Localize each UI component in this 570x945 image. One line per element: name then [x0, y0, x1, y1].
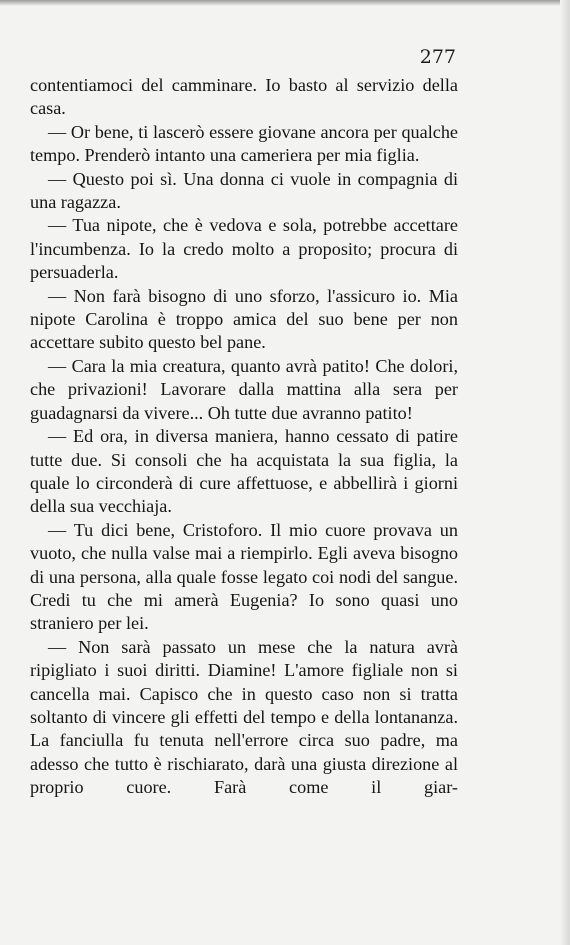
- page-number: 277: [419, 46, 456, 68]
- paragraph: — Tua nipote, che è vedova e sola, potrebbe accettare l'incumbenza. Io la credo molto a proposito; procura di persuaderla.: [30, 215, 458, 283]
- paragraph: — Questo poi sì. Una donna ci vuole in compagnia di una ragazza.: [30, 168, 458, 213]
- paragraph: contentiamoci del camminare. Io basto al servizio della casa.: [30, 75, 458, 119]
- paragraph: — Non sarà passato un mese che la natura avrà ripigliato i suoi diritti. Diamine! L'amore figliale non si cancella mai. Capisco che in questo caso non si tratta soltanto di vincere gli effetti del tempo e della lontananza. La fanciulla fu tenuta nell'errore circa suo padre, ma adesso che tutto è rischiarato, darà una giusta direzione al proprio cuore. Farà come il giar-: [30, 636, 458, 798]
- paragraph: — Ed ora, in diversa maniera, hanno cessato di patire tutte due. Si consoli che ha acquistata la sua figlia, la quale lo circonderà di cure affettuose, e abbellirà i giorni della sua vecchiaja.: [30, 426, 458, 517]
- paragraph: — Cara la mia creatura, quanto avrà patito! Che dolori, che privazioni! Lavorare dalla mattina alla sera per guadagnarsi da vivere... Oh tutte due avranno patito!: [30, 355, 458, 423]
- page-top-edge: [0, 0, 570, 6]
- paragraph: — Tu dici bene, Cristoforo. Il mio cuore provava un vuoto, che nulla valse mai a riempirlo. Egli aveva bisogno di una persona, alla quale fosse legato coi nodi del sangue. Credi tu che mi amerà Eugenia? Io sono quasi uno straniero per lei.: [30, 519, 458, 634]
- page-right-edge: [560, 0, 570, 945]
- paragraph: — Or bene, ti lascerò essere giovane ancora per qualche tempo. Prenderò intanto una cameriera per mia figlia.: [30, 121, 458, 166]
- body-text: [30, 74, 458, 800]
- paragraph: — Non farà bisogno di uno sforzo, l'assicuro io. Mia nipote Carolina è troppo amica del suo bene per non accettare subito questo bel pane.: [30, 285, 458, 353]
